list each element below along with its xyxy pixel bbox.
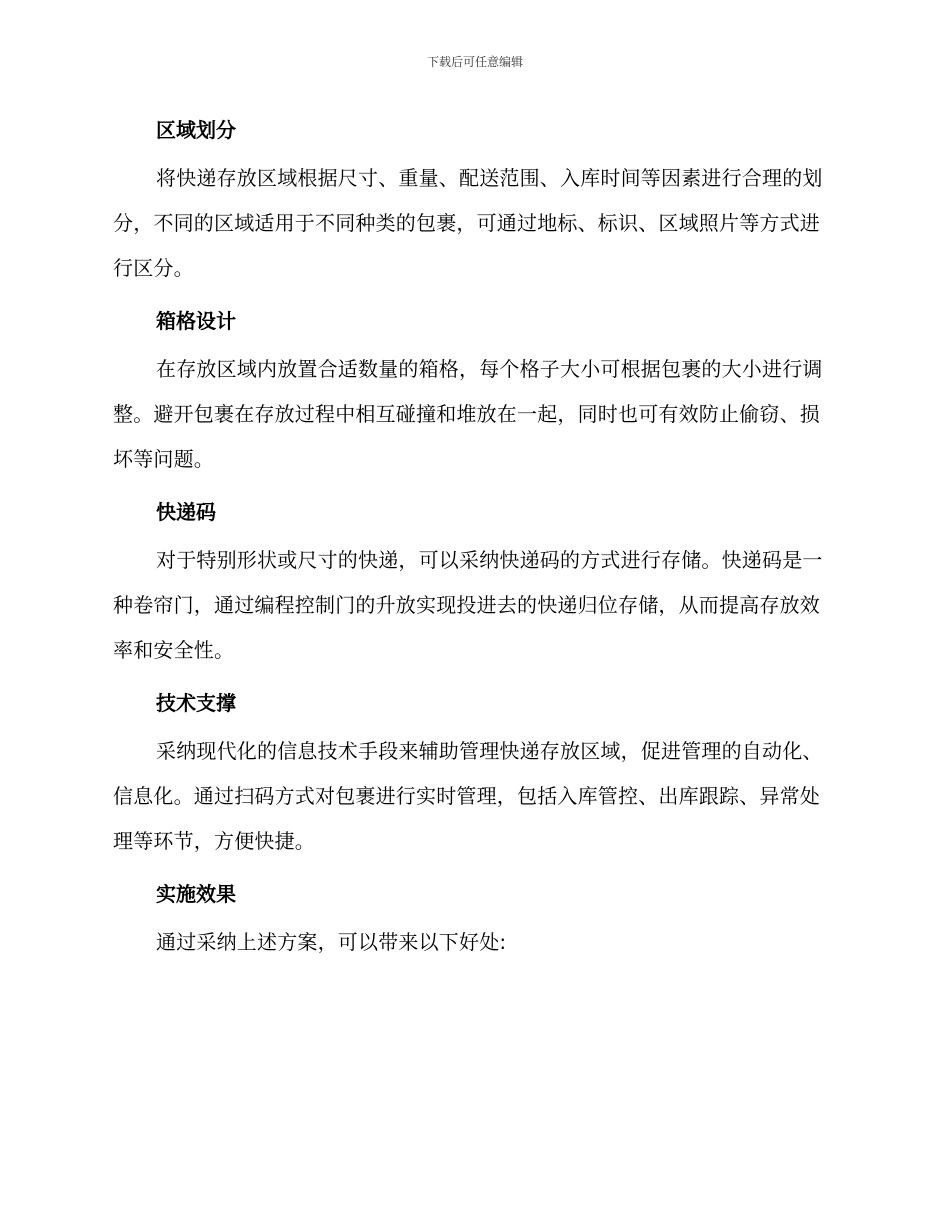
section-heading: 技术支撑 bbox=[156, 691, 236, 715]
section-heading: 区域划分 bbox=[156, 118, 236, 142]
section-paragraph: 将快递存放区域根据尺寸、重量、配送范围、入库时间等因素进行合理的划分，不同的区域适用于不同种类的包裹，可通过地标、标识、区域照片等方式进行区分。 bbox=[113, 166, 823, 280]
section-heading: 实施效果 bbox=[156, 882, 236, 906]
section-paragraph: 在存放区域内放置合适数量的箱格，每个格子大小可根据包裹的大小进行调整。避开包裹在存放过程中相互碰撞和堆放在一起，同时也可有效防止偷窃、损坏等问题。 bbox=[113, 357, 823, 471]
section-heading: 快递码 bbox=[156, 500, 216, 524]
page-header: 下载后可任意编辑 bbox=[426, 55, 523, 69]
section-paragraph: 采纳现代化的信息技术手段来辅助管理快递存放区域，促进管理的自动化、信息化。通过扫码方式对包裹进行实时管理，包括入库管控、出库跟踪、异常处理等环节，方便快捷。 bbox=[113, 739, 823, 853]
document-body bbox=[113, 110, 833, 975]
section-paragraph: 通过采纳上述方案，可以带来以下好处: bbox=[156, 930, 507, 954]
section-heading: 箱格设计 bbox=[156, 309, 236, 333]
section-paragraph: 对于特别形状或尺寸的快递，可以采纳快递码的方式进行存储。快递码是一种卷帘门，通过编程控制门的升放实现投进去的快递归位存储，从而提高存放效率和安全性。 bbox=[113, 548, 823, 662]
